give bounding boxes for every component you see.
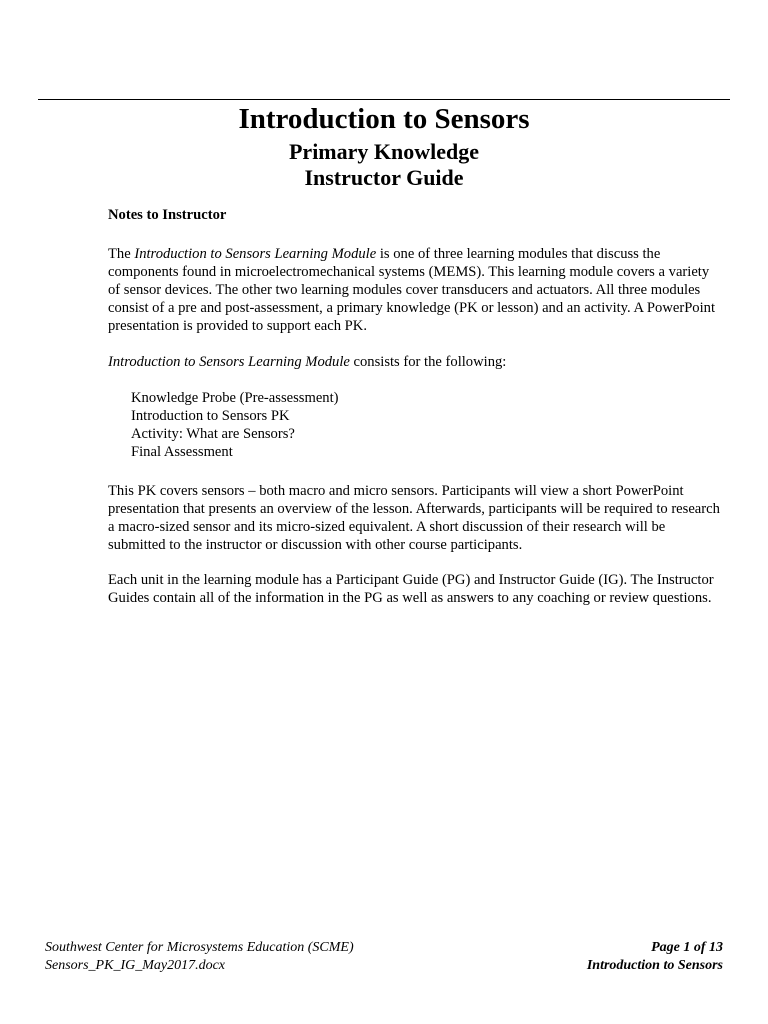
intro-paragraph-lead: The <box>108 246 135 262</box>
footer-left <box>45 939 354 975</box>
intro-paragraph-rest: is one of three learning modules that discuss the components found in microelectromechanical systems (MEMS). This learning module covers a variety of sensor devices. The other two learning modules cover transducers and actuators. All three modules consist of a pre and post-assessment, a primary knowledge (PK or lesson) and an activity. A PowerPoint presentation is provided to support each PK. <box>108 246 716 334</box>
document-subtitle-primary-knowledge: Primary Knowledge <box>288 139 480 164</box>
module-list-item: Final Assessment <box>131 444 233 460</box>
header-rule <box>38 99 730 100</box>
module-list-item: Activity: What are Sensors? <box>131 426 295 442</box>
module-list <box>131 389 339 461</box>
footer-page-number: Page 1 of 13 <box>651 940 723 955</box>
module-contents-intro <box>108 353 723 371</box>
notes-heading: Notes to Instructor <box>108 207 227 223</box>
guides-paragraph: Each unit in the learning module has a Participant Guide (PG) and Instructor Guide (IG). The Instructor Guides contain all of the information in the PG as well as answers to any coaching or review questions. <box>108 572 714 606</box>
module-contents-intro-name: Introduction to Sensors Learning Module <box>108 354 350 370</box>
intro-paragraph <box>108 245 723 335</box>
footer-filename: Sensors_PK_IG_May2017.docx <box>45 958 226 973</box>
intro-paragraph-module-name: Introduction to Sensors Learning Module <box>134 246 377 262</box>
footer-document-title: Introduction to Sensors <box>586 958 723 973</box>
module-list-item: Introduction to Sensors PK <box>131 408 290 424</box>
footer-right <box>587 939 723 975</box>
pk-overview-paragraph: This PK covers sensors – both macro and micro sensors. Participants will view a short PowerPoint presentation that presents an overview of the lesson. Afterwards, participants will be required to research a macro-sized sensor and its micro-sized equivalent. A short discussion of their research will be submitted to the instructor or discussion with other course participants. <box>108 483 720 553</box>
module-list-item: Knowledge Probe (Pre-assessment) <box>131 390 339 406</box>
footer-organization: Southwest Center for Microsystems Education (SCME) <box>45 940 354 955</box>
document-title: Introduction to Sensors <box>238 103 530 135</box>
module-contents-intro-rest: consists for the following: <box>349 354 507 370</box>
document-subtitle-instructor-guide: Instructor Guide <box>304 165 464 190</box>
